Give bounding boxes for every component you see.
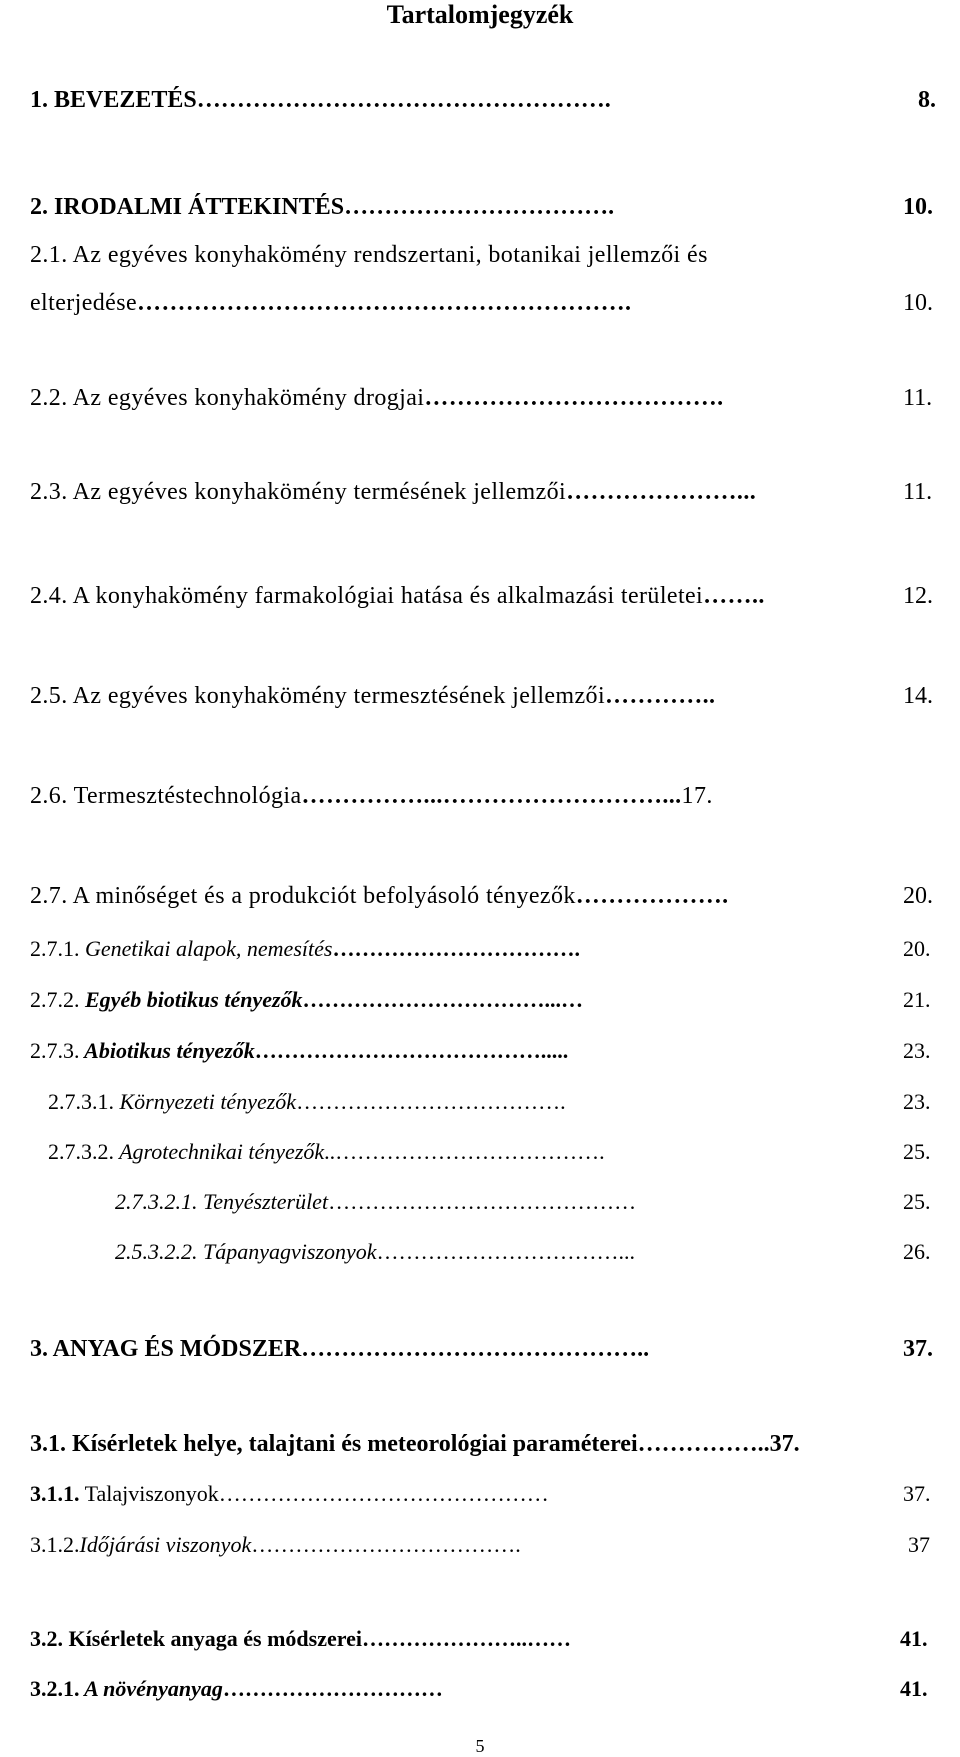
toc-page: 37.: [903, 1481, 931, 1506]
toc-text: Környezeti tényezők: [114, 1089, 297, 1114]
toc-text: Abiotikus tényezők: [79, 1038, 255, 1063]
toc-text: Tenyészterület: [197, 1189, 329, 1214]
toc-entry: [30, 480, 756, 504]
toc-number: 3.1.1.: [30, 1481, 80, 1506]
toc-entry: [30, 1432, 800, 1456]
toc-leader: ……………………………...…: [302, 987, 584, 1012]
toc-text: ANYAG ÉS MÓDSZER: [48, 1336, 302, 1362]
toc-page: 23.: [903, 1089, 931, 1114]
toc-leader: …………………………………………….: [196, 87, 611, 113]
toc-entry: [48, 1141, 605, 1163]
toc-leader: …………………………….: [344, 194, 615, 220]
toc-number: 3.: [30, 1336, 48, 1362]
toc-number: 2.: [30, 194, 48, 220]
toc-page: 11.: [903, 385, 933, 411]
toc-page: 37: [908, 1532, 930, 1557]
toc-number: 2.6.: [30, 783, 68, 809]
toc-entry: [30, 243, 708, 267]
toc-page: 25.: [903, 1189, 931, 1214]
toc-leader: ………………………………….....: [254, 1038, 569, 1063]
toc-number: 2.5.: [30, 683, 68, 709]
toc-text: Kísérletek anyaga és módszerei: [63, 1626, 362, 1651]
toc-entry: [30, 938, 580, 960]
toc-number: 2.2.: [30, 385, 68, 411]
toc-text: Kísérletek helye, talajtani és meteorológiai paraméterei: [66, 1431, 638, 1457]
toc-entry: [30, 784, 713, 808]
toc-number: 3.1.2.: [30, 1532, 80, 1557]
toc-leader: ……………………………….: [251, 1532, 521, 1557]
toc-text: A konyhakömény farmakológiai hatása és alkalmazási területei: [67, 583, 704, 609]
toc-text: IRODALMI ÁTTEKINTÉS: [48, 194, 345, 220]
toc-entry: [30, 1483, 549, 1505]
toc-entry: [30, 989, 583, 1011]
toc-leader: ..……………………………….: [324, 1139, 605, 1164]
toc-text: Genetikai alapok, nemesítés: [79, 936, 333, 961]
toc-page: 26.: [903, 1239, 931, 1264]
toc-leader: ……………………………………..: [301, 1336, 650, 1362]
toc-number: 2.7.2.: [30, 987, 80, 1012]
toc-text: Tápanyagviszonyok: [197, 1239, 377, 1264]
toc-leader: ……………...………………………...: [301, 783, 682, 809]
toc-entry: [30, 1628, 571, 1650]
toc-number: 2.7.3.1.: [48, 1089, 114, 1114]
page-number: 5: [475, 1736, 485, 1756]
toc-text: Az egyéves konyhakömény termesztésének jellemzői: [67, 683, 606, 709]
toc-leader: ……………………………...: [376, 1239, 636, 1264]
toc-page: 10.: [903, 194, 933, 220]
toc-number: 3.1.: [30, 1431, 66, 1457]
toc-page: 41.: [900, 1626, 928, 1651]
toc-page: 14.: [903, 683, 933, 709]
toc-page: 37.: [769, 1431, 800, 1457]
toc-entry: [30, 1040, 568, 1062]
toc-leader: ……………….: [575, 883, 729, 909]
toc-number: 2.4.: [30, 583, 68, 609]
toc-leader: ……………………………………: [328, 1189, 637, 1214]
toc-page: 37.: [903, 1336, 933, 1362]
toc-leader: ……..: [703, 583, 765, 609]
toc-page: 41.: [900, 1676, 928, 1701]
toc-leader: ………………………………………: [218, 1481, 549, 1506]
toc-entry: [115, 1191, 636, 1213]
toc-leader: …………………………: [222, 1676, 443, 1701]
toc-text: Talajviszonyok: [79, 1481, 219, 1506]
toc-entry: [30, 1534, 521, 1556]
page-title: Tartalomjegyzék: [386, 0, 574, 29]
toc-entry: [115, 1241, 635, 1263]
toc-text: BEVEZETÉS: [48, 87, 197, 113]
toc-page: 17.: [681, 783, 713, 809]
toc-entry: [30, 386, 724, 410]
toc-number: 3.2.: [30, 1626, 63, 1651]
toc-number: 2.1.: [30, 242, 68, 268]
toc-page: 23.: [903, 1038, 931, 1063]
toc-number: 2.7.3.2.1.: [115, 1189, 198, 1214]
toc-text: Időjárási viszonyok: [79, 1532, 252, 1557]
toc-number: 2.7.1.: [30, 936, 80, 961]
toc-number: 2.3.: [30, 479, 68, 505]
toc-text: Az egyéves konyhakömény rendszertani, botanikai jellemzői és: [67, 242, 708, 268]
toc-text: A növényanyag: [79, 1676, 223, 1701]
toc-page: 10.: [903, 290, 933, 316]
toc-number: 1.: [30, 87, 48, 113]
toc-leader: ……………………………….: [424, 385, 724, 411]
toc-leader: …………………………………………………….: [137, 290, 632, 316]
toc-entry: [30, 584, 765, 608]
toc-page: 11.: [903, 479, 933, 505]
toc-text: Agrotechnikai tényezők: [114, 1139, 325, 1164]
toc-text: Egyéb biotikus tényezők: [79, 987, 303, 1012]
toc-page: 20.: [903, 936, 931, 961]
toc-entry: [30, 884, 729, 908]
toc-text: elterjedése: [30, 290, 137, 316]
toc-page: 20.: [903, 883, 933, 909]
toc-page: 8.: [918, 87, 936, 113]
toc-leader: …………………………….: [332, 936, 580, 961]
toc-entry: [30, 88, 611, 112]
toc-entry: [30, 195, 614, 219]
toc-page: 12.: [903, 583, 933, 609]
toc-entry: [30, 1337, 649, 1361]
toc-leader: ……………………………….: [296, 1089, 566, 1114]
toc-page: 21.: [903, 987, 931, 1012]
toc-text: A minőséget és a produkciót befolyásoló tényezők: [67, 883, 576, 909]
toc-text: Az egyéves konyhakömény termésének jellemzői: [67, 479, 567, 505]
toc-leader: ……………..: [637, 1431, 770, 1457]
toc-number: 2.7.3.2.: [48, 1139, 114, 1164]
toc-number: 2.7.3.: [30, 1038, 80, 1063]
toc-entry: [30, 291, 631, 315]
toc-entry: [30, 684, 715, 708]
toc-entry: [30, 1678, 443, 1700]
toc-page: 25.: [903, 1139, 931, 1164]
toc-leader: …………………...: [566, 479, 757, 505]
toc-leader: …………………..……: [361, 1626, 571, 1651]
toc-number: 3.2.1.: [30, 1676, 80, 1701]
toc-number: 2.5.3.2.2.: [115, 1239, 198, 1264]
toc-text: Termesztéstechnológia: [67, 783, 302, 809]
toc-leader: …………..: [605, 683, 716, 709]
toc-entry: [48, 1091, 566, 1113]
toc-text: Az egyéves konyhakömény drogjai: [67, 385, 425, 411]
toc-number: 2.7.: [30, 883, 68, 909]
